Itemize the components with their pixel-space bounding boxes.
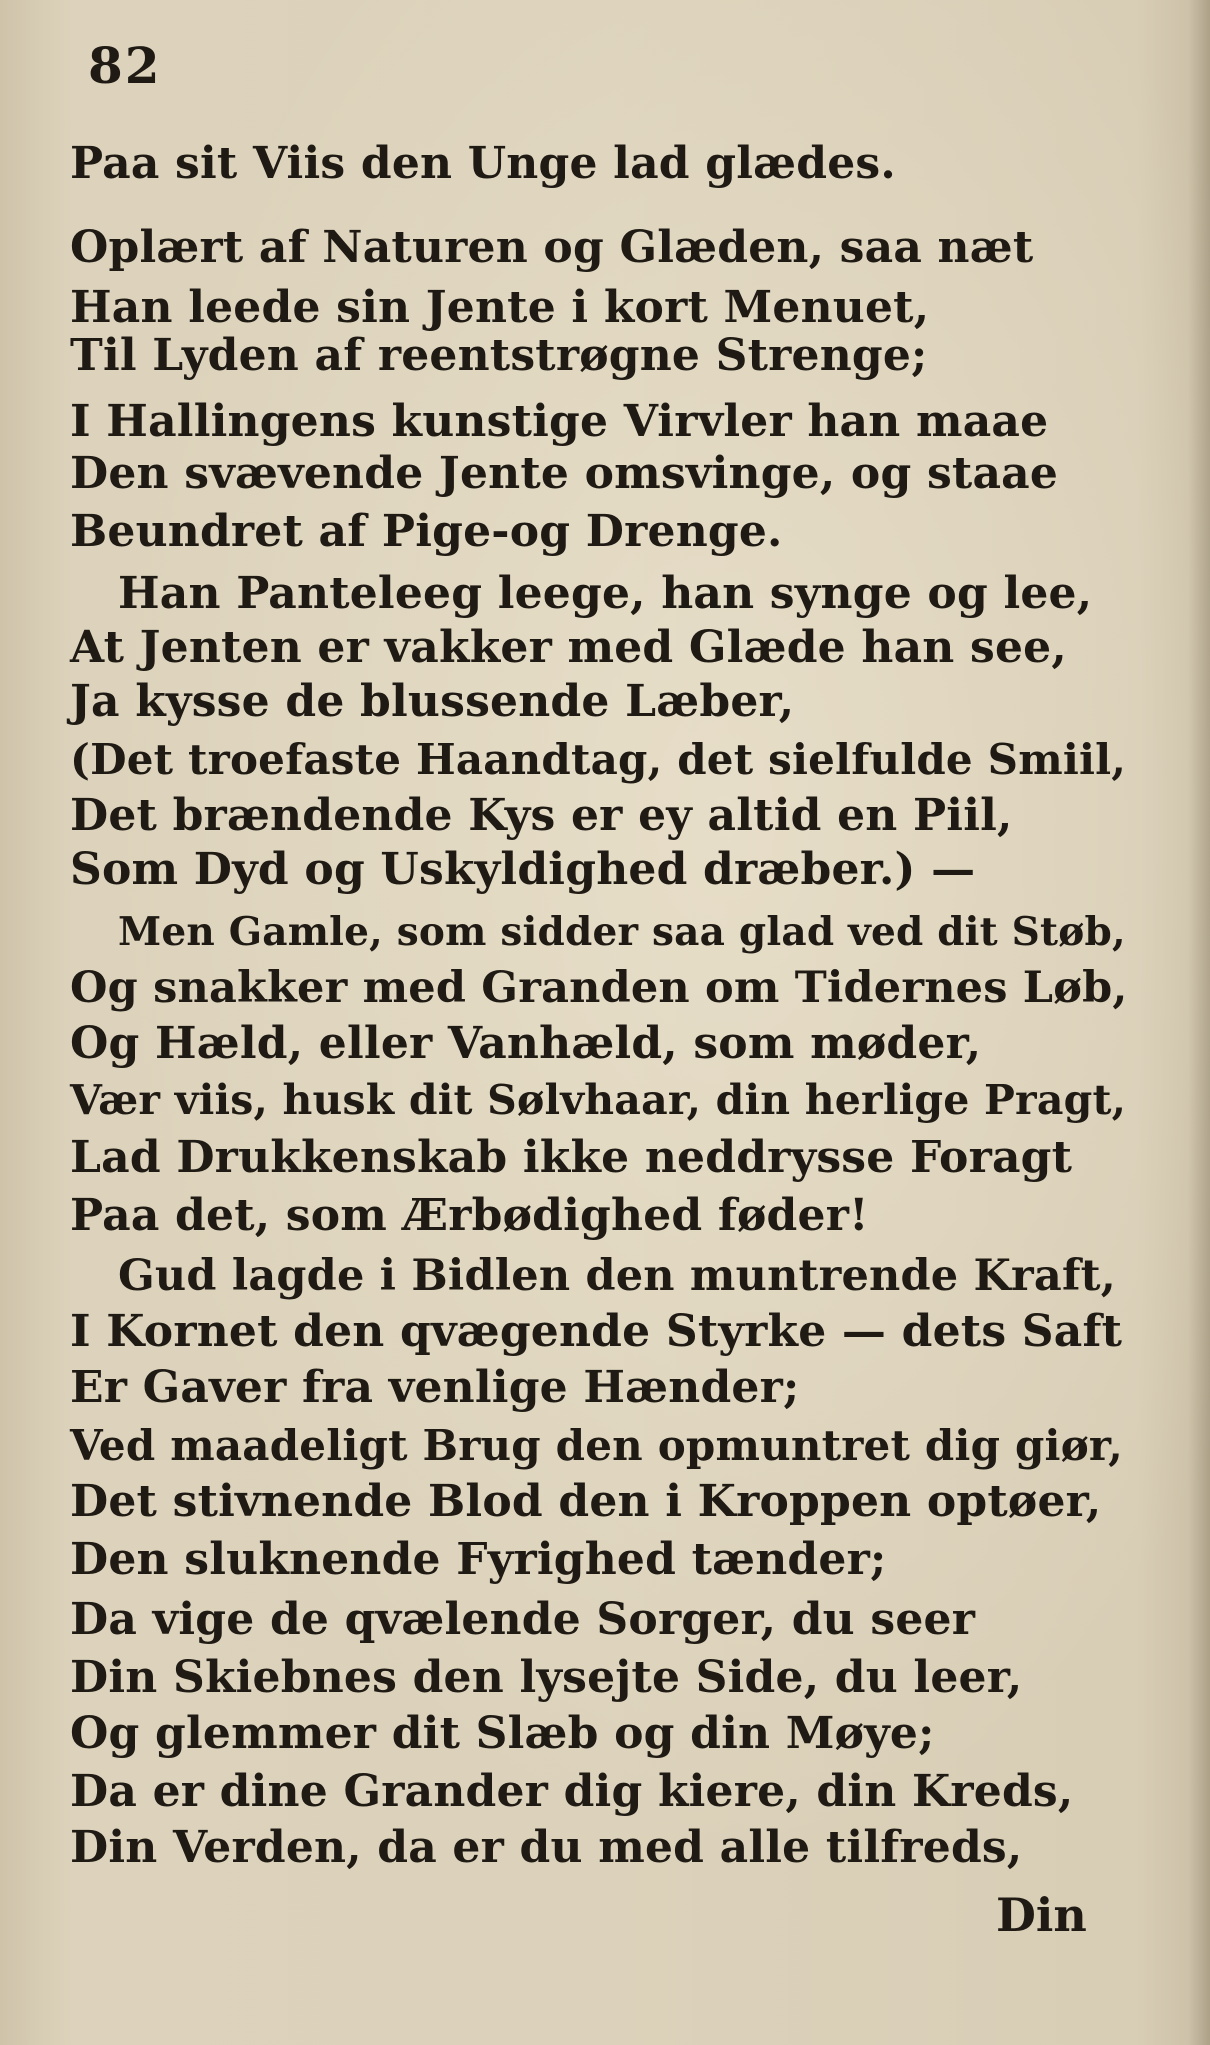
verse-line: Det brændende Kys er ey altid en Piil, bbox=[70, 790, 1013, 841]
verse-line: Gud lagde i Bidlen den muntrende Kraft, bbox=[118, 1251, 1116, 1301]
verse-line: Da er dine Grander dig kiere, din Kreds, bbox=[70, 1766, 1074, 1817]
verse-line: Oplært af Naturen og Glæden, saa næt bbox=[70, 222, 1034, 273]
verse-line: Vær viis, husk dit Sølvhaar, din herlige Pragt, bbox=[70, 1076, 1127, 1124]
verse-line: Paa det, som Ærbødighed føder! bbox=[70, 1190, 869, 1241]
verse-line: Ja kysse de blussende Læber, bbox=[70, 676, 795, 727]
verse-line: Han leede sin Jente i kort Menuet, bbox=[70, 282, 930, 333]
verse-line: Han Panteleeg leege, han synge og lee, bbox=[118, 568, 1093, 619]
verse-line: Og glemmer dit Slæb og din Møye; bbox=[70, 1708, 935, 1759]
verse-line: Og Hæld, eller Vanhæld, som møder, bbox=[70, 1018, 982, 1069]
catchword: Din bbox=[996, 1888, 1087, 1942]
page-number: 82 bbox=[88, 36, 162, 95]
verse-line: Og snakker med Granden om Tidernes Løb, bbox=[70, 963, 1128, 1013]
verse-line: Paa sit Viis den Unge lad glædes. bbox=[70, 138, 896, 189]
verse-line: Det stivnende Blod den i Kroppen optøer, bbox=[70, 1476, 1102, 1527]
verse-line: Lad Drukkenskab ikke neddrysse Foragt bbox=[70, 1132, 1073, 1183]
verse-line: Din Skiebnes den lysejte Side, du leer, bbox=[70, 1652, 1023, 1703]
verse-line: Men Gamle, som sidder saa glad ved dit Støb, bbox=[118, 909, 1126, 955]
verse-line: Som Dyd og Uskyldighed dræber.) — bbox=[70, 844, 976, 895]
verse-line: Den svævende Jente omsvinge, og staae bbox=[70, 448, 1059, 499]
verse-line: Din Verden, da er du med alle tilfreds, bbox=[70, 1822, 1023, 1873]
verse-line: Den sluknende Fyrighed tænder; bbox=[70, 1534, 887, 1585]
verse-line: Da vige de qvælende Sorger, du seer bbox=[70, 1594, 976, 1645]
verse-line: Ved maadeligt Brug den opmuntret dig giør, bbox=[70, 1421, 1124, 1470]
verse-line: I Kornet den qvægende Styrke — dets Saft bbox=[70, 1306, 1123, 1357]
verse-line: Er Gaver fra venlige Hænder; bbox=[70, 1362, 800, 1413]
verse-line: Beundret af Pige-og Drenge. bbox=[70, 506, 783, 557]
verse-line: At Jenten er vakker med Glæde han see, bbox=[70, 622, 1067, 673]
verse-line: (Det troefaste Haandtag, det sielfulde Smiil, bbox=[70, 735, 1127, 784]
verse-line: Til Lyden af reentstrøgne Strenge; bbox=[70, 330, 928, 381]
verse-line: I Hallingens kunstige Virvler han maae bbox=[70, 396, 1049, 447]
